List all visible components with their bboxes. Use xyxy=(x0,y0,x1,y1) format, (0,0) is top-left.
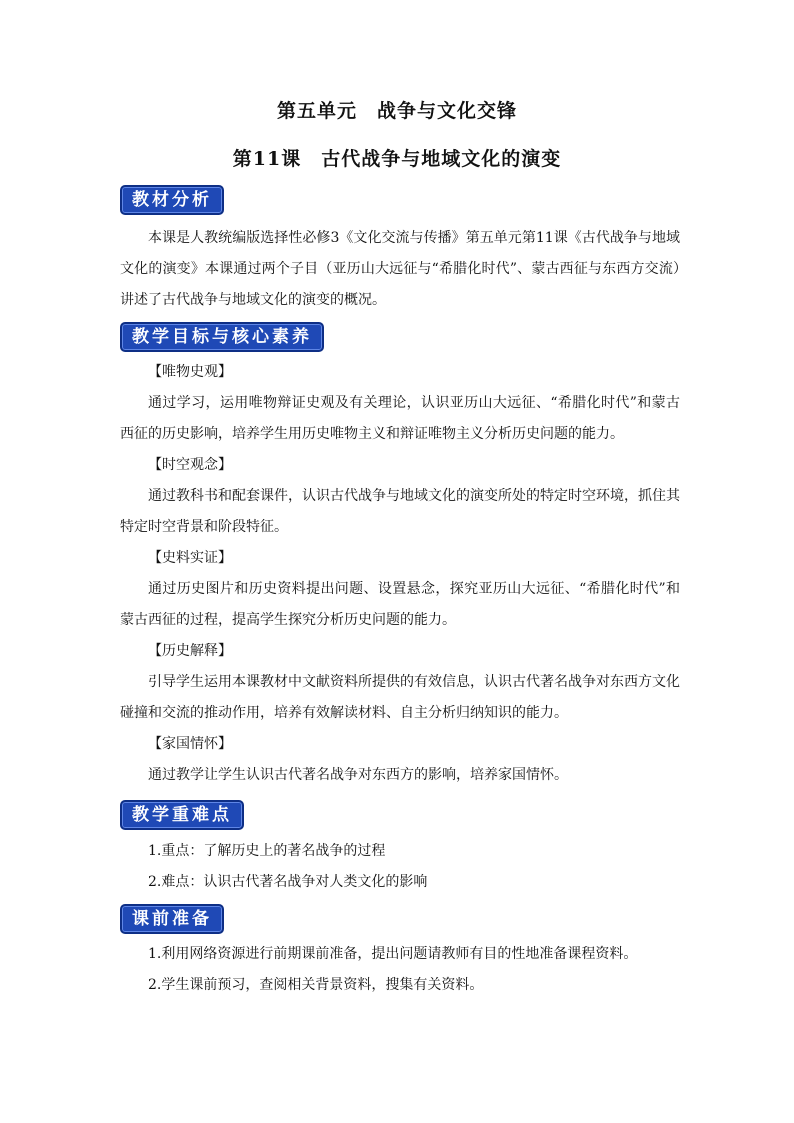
key-point-item: 1.重点：了解历史上的著名战争的过程 xyxy=(148,843,386,859)
lesson-title: 第11课 古代战争与地域文化的演变 xyxy=(232,148,562,170)
goal-heading-interpretation: 【历史解释】 xyxy=(148,643,232,659)
goal-text-evidence: 通过历史图片和历史资料提出问题、设置悬念，探究亚历山大远征、“希腊化时代”和蒙古西征的过程，提高学生探究分析历史问题的能力。 xyxy=(120,581,680,628)
preparation-item: 1.利用网络资源进行前期课前准备，提出问题请教师有目的性地准备课程资料。 xyxy=(148,946,638,962)
analysis-paragraph: 本课是人教统编版选择性必修3《文化交流与传播》第五单元第11课《古代战争与地域文化的演变》本课通过两个子目（亚历山大远征与“希腊化时代”、蒙古西征与东西方交流）讲述了古代战争与地域文化的演变的概况。 xyxy=(120,230,680,308)
section-badge-goals: 教学目标与核心素养 xyxy=(120,322,324,352)
goal-text-patriotism: 通过教学让学生认识古代著名战争对东西方的影响，培养家国情怀。 xyxy=(148,767,568,783)
section-badge-key-points: 教学重难点 xyxy=(120,800,244,830)
goal-text-spacetime: 通过教科书和配套课件，认识古代战争与地域文化的演变所处的特定时空环境，抓住其特定时空背景和阶段特征。 xyxy=(120,488,680,535)
goal-heading-evidence: 【史料实证】 xyxy=(148,550,232,566)
section-badge-analysis: 教材分析 xyxy=(120,185,224,215)
goal-heading-patriotism: 【家国情怀】 xyxy=(148,736,232,752)
goal-text-materialism: 通过学习，运用唯物辩证史观及有关理论，认识亚历山大远征、“希腊化时代”和蒙古西征的历史影响，培养学生用历史唯物主义和辩证唯物主义分析历史问题的能力。 xyxy=(120,395,680,442)
goal-heading-spacetime: 【时空观念】 xyxy=(148,457,232,473)
preparation-item: 2.学生课前预习，查阅相关背景资料，搜集有关资料。 xyxy=(148,977,484,993)
difficulty-item: 2.难点：认识古代著名战争对人类文化的影响 xyxy=(148,874,428,890)
unit-title: 第五单元 战争与文化交锋 xyxy=(276,100,517,122)
goal-text-interpretation: 引导学生运用本课教材中文献资料所提供的有效信息，认识古代著名战争对东西方文化碰撞和交流的推动作用，培养有效解读材料、自主分析归纳知识的能力。 xyxy=(120,674,680,721)
section-badge-preparation: 课前准备 xyxy=(120,904,224,934)
goal-heading-materialism: 【唯物史观】 xyxy=(148,364,232,380)
